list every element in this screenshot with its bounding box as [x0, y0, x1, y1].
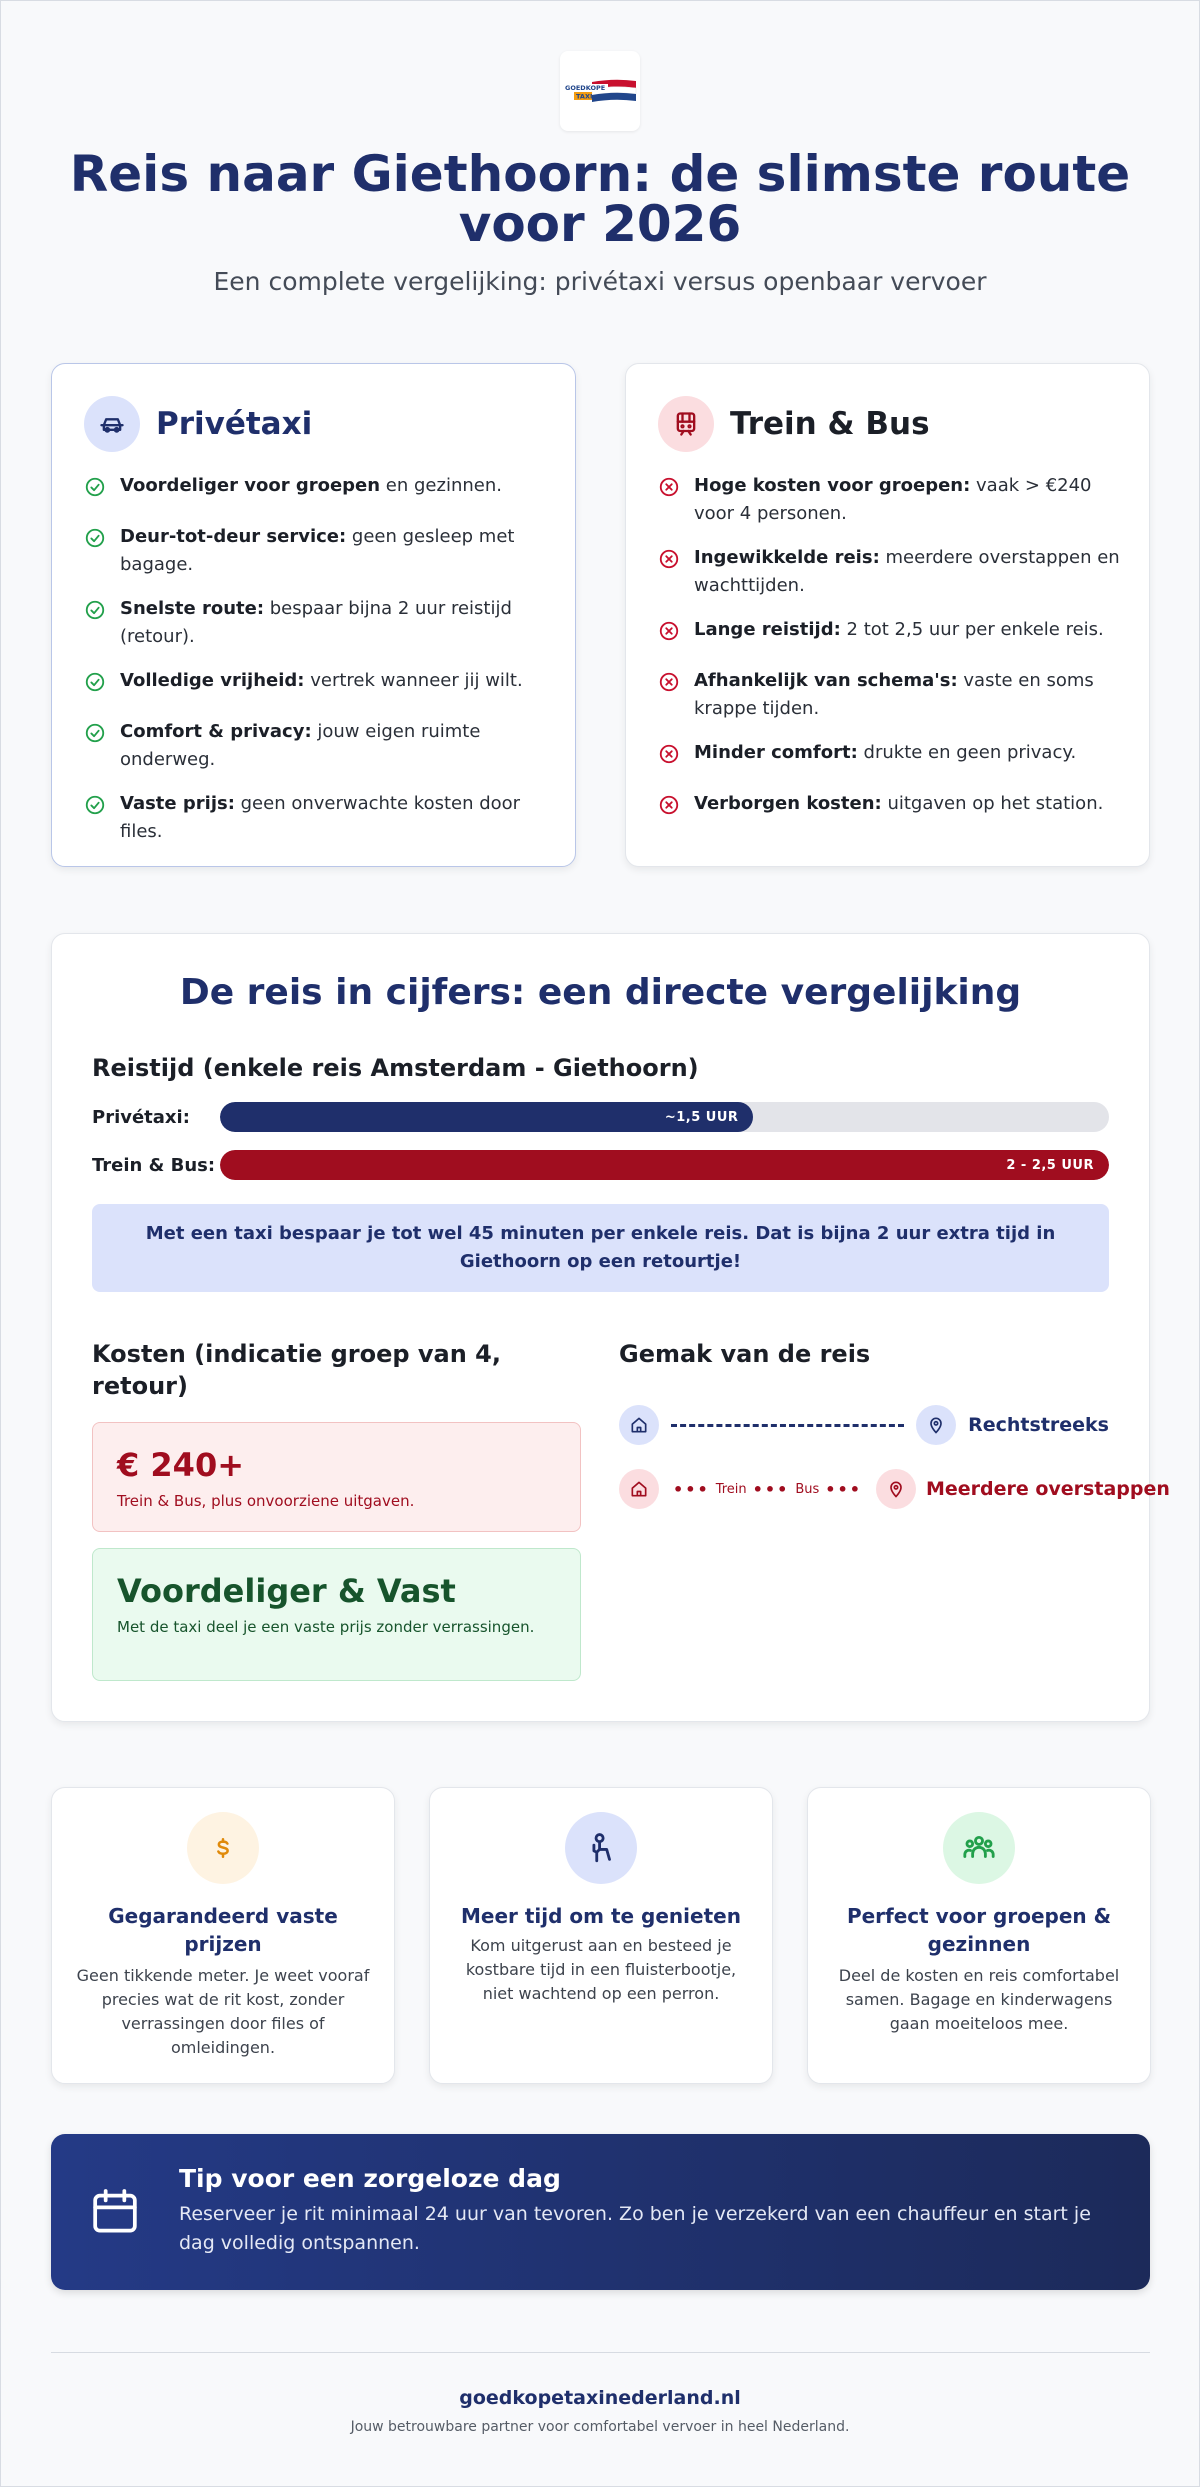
transit-card-title: Trein & Bus — [730, 406, 930, 442]
svg-text:GOEDKOPE: GOEDKOPE — [565, 84, 606, 92]
bar-value-label: 2 - 2,5 UUR — [1006, 1157, 1094, 1173]
bar-label: Trein & Bus: — [92, 1154, 216, 1176]
train-icon — [658, 396, 714, 452]
calendar-icon — [87, 2184, 143, 2244]
transit-time-bar — [220, 1150, 1109, 1180]
x-circle-icon — [658, 548, 680, 579]
taxi-time-bar — [220, 1102, 753, 1132]
list-item: Snelste route: bespaar bijna 2 uur reistijd (retour). — [84, 595, 547, 651]
check-circle-icon — [84, 794, 106, 825]
list-item: Volledige vrijheid: vertrek wanneer jij wilt. — [84, 667, 547, 702]
footer-divider — [51, 2352, 1150, 2353]
taxi-cost-value: Voordeliger & Vast — [117, 1572, 456, 1610]
car-icon — [84, 396, 140, 452]
page-title: Reis naar Giethoorn: de slimste route voor 2026 — [69, 145, 1131, 253]
check-circle-icon — [84, 722, 106, 753]
taxi-route — [619, 1405, 1109, 1445]
bar-value-label: ~1,5 UUR — [664, 1109, 739, 1125]
transit-disadvantages-list — [658, 472, 1121, 841]
taxi-cost-note: Met de taxi deel je een vaste prijs zonder verrassingen. — [117, 1618, 535, 1636]
group-icon — [943, 1812, 1015, 1884]
transit-steps: ••• Trein ••• Bus ••• — [673, 1479, 862, 1499]
x-circle-icon — [658, 794, 680, 825]
home-icon — [619, 1469, 659, 1509]
svg-text:TAXI: TAXI — [576, 92, 593, 101]
taxi-card-title: Privétaxi — [156, 406, 313, 442]
transit-card-header — [658, 396, 930, 452]
comparison-card — [51, 933, 1170, 1722]
x-circle-icon — [658, 743, 680, 774]
tip-banner — [51, 2134, 1150, 2290]
location-pin-icon — [876, 1469, 916, 1509]
transit-cost-value: € 240+ — [117, 1446, 245, 1484]
taxi-time-bar-row — [92, 1102, 1109, 1132]
transit-cost-box — [92, 1422, 581, 1532]
transit-route — [619, 1469, 1170, 1509]
list-item: Minder comfort: drukte en geen privacy. — [658, 739, 1121, 774]
ease-heading: Gemak van de reis — [619, 1340, 871, 1368]
transit-card — [625, 363, 1150, 867]
dollar-icon — [187, 1812, 259, 1884]
feature-card-fixed-price — [51, 1787, 395, 2084]
footer-site-link[interactable]: goedkopetaxinederland.nl — [459, 2387, 741, 2409]
home-icon — [619, 1405, 659, 1445]
travel-time-heading: Reistijd (enkele reis Amsterdam - Giethoorn) — [92, 1054, 699, 1082]
step-bus: Bus — [795, 1481, 820, 1497]
x-circle-icon — [658, 620, 680, 651]
comparison-title: De reis in cijfers: een directe vergelijking — [179, 972, 1022, 1013]
feature-title: Perfect voor groepen & gezinnen — [846, 1904, 1112, 1956]
feature-title: Meer tijd om te genieten — [461, 1904, 741, 1928]
feature-text: Geen tikkende meter. Je weet vooraf precies wat de rit kost, zonder verrassingen door files of omleidingen. — [76, 1966, 370, 2057]
list-item: Deur-tot-deur service: geen gesleep met bagage. — [84, 523, 547, 579]
feature-text: Kom uitgerust aan en besteed je kostbare tijd in een fluisterbootje, niet wachtend op een perron. — [465, 1936, 737, 2003]
logo-flag-icon — [562, 76, 638, 106]
transit-route-label: Meerdere overstappen — [925, 1478, 1170, 1500]
list-item: Lange reistijd: 2 tot 2,5 uur per enkele reis. — [658, 616, 1121, 651]
check-circle-icon — [84, 599, 106, 630]
transit-cost-note: Trein & Bus, plus onvoorziene uitgaven. — [117, 1492, 415, 1510]
list-item: Hoge kosten voor groepen: vaak > €240 voor 4 personen. — [658, 472, 1121, 528]
list-item: Vaste prijs: geen onverwachte kosten door files. — [84, 790, 547, 846]
bar-track — [220, 1150, 1109, 1180]
feature-card-groups — [807, 1787, 1151, 2084]
list-item: Voordeliger voor groepen en gezinnen. — [84, 472, 547, 507]
bar-track — [220, 1102, 1109, 1132]
feature-text: Deel de kosten en reis comfortabel samen. Bagage en kinderwagens gaan moeiteloos mee. — [838, 1966, 1120, 2033]
footer-tagline: Jouw betrouwbare partner voor comfortabel vervoer in heel Nederland. — [350, 2419, 850, 2435]
taxi-cost-box — [92, 1548, 581, 1681]
check-circle-icon — [84, 671, 106, 702]
relaxing-person-icon — [565, 1812, 637, 1884]
x-circle-icon — [658, 671, 680, 702]
tip-title: Tip voor een zorgeloze dag — [179, 2164, 561, 2193]
page-subtitle: Een complete vergelijking: privétaxi versus openbaar vervoer — [213, 267, 987, 296]
list-item: Comfort & privacy: jouw eigen ruimte onderweg. — [84, 718, 547, 774]
direct-route-line — [671, 1424, 904, 1427]
list-item: Afhankelijk van schema's: vaste en soms krappe tijden. — [658, 667, 1121, 723]
logo — [560, 51, 640, 131]
feature-card-more-time — [429, 1787, 773, 2084]
feature-title: Gegarandeerd vaste prijzen — [108, 1904, 338, 1956]
taxi-advantages-list — [84, 472, 547, 862]
step-train: Trein — [715, 1481, 747, 1497]
costs-heading: Kosten (indicatie groep van 4, retour) — [92, 1340, 501, 1400]
time-savings-note: Met een taxi bespaar je tot wel 45 minuten per enkele reis. Dat is bijna 2 uur extra tijd in Giethoorn op een retourtje! — [92, 1204, 1109, 1292]
bar-label: Privétaxi: — [92, 1106, 190, 1128]
tip-text: Reserveer je rit minimaal 24 uur van tevoren. Zo ben je verzekerd van een chauffeur en start je dag volledig ontspannen. — [179, 2203, 1091, 2254]
check-circle-icon — [84, 476, 106, 507]
x-circle-icon — [658, 476, 680, 507]
list-item: Verborgen kosten: uitgaven op het station. — [658, 790, 1121, 825]
taxi-card — [51, 363, 576, 867]
transit-time-bar-row — [92, 1150, 1109, 1180]
list-item: Ingewikkelde reis: meerdere overstappen en wachttijden. — [658, 544, 1121, 600]
location-pin-icon — [916, 1405, 956, 1445]
taxi-card-header — [84, 396, 312, 452]
taxi-route-label: Rechtstreeks — [968, 1414, 1109, 1436]
check-circle-icon — [84, 527, 106, 558]
